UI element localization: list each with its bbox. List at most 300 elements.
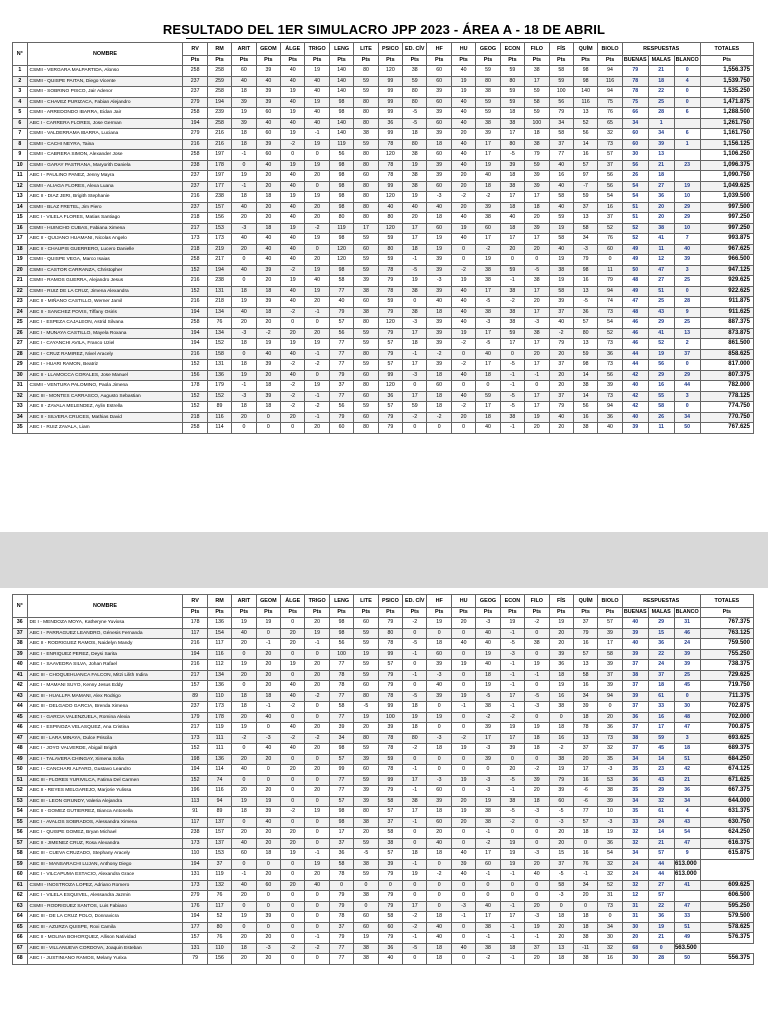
cell-answers: 66 — [622, 108, 648, 119]
cell-answers: 47 — [648, 265, 674, 276]
cell-answers: 68 — [622, 943, 648, 954]
cell-rank: 23 — [13, 297, 28, 308]
cell-score: -2 — [403, 618, 427, 629]
cell-score: -5 — [500, 775, 524, 786]
cell-score: 98 — [329, 618, 353, 629]
cell-score: 18 — [403, 339, 427, 350]
cell-score: 37 — [549, 139, 573, 150]
cell-rank: 28 — [13, 349, 28, 360]
cell-score: 18 — [427, 307, 451, 318]
cell-score: 60 — [232, 66, 256, 77]
cell-score: 0 — [476, 880, 500, 891]
cell-rank: 48 — [13, 744, 28, 755]
cell-score: -1 — [305, 129, 329, 140]
cell-score: 0 — [256, 412, 280, 423]
cell-score: 37 — [549, 307, 573, 318]
cell-score: -3 — [525, 807, 549, 818]
cell-score: 19 — [451, 223, 475, 234]
cell-score: 40 — [232, 838, 256, 849]
cell-score: 36 — [378, 943, 402, 954]
cell-score: 59 — [476, 391, 500, 402]
cell-score: 40 — [281, 181, 305, 192]
cell-score: 40 — [427, 202, 451, 213]
cell-name: ABC I - CRUZ RAMIREZ, Nivel Aracely — [27, 349, 183, 360]
cell-score: 17 — [525, 307, 549, 318]
cell-answers: 29 — [674, 213, 700, 224]
cell-score: 20 — [305, 171, 329, 182]
cell-score: 18 — [427, 402, 451, 413]
cell-score: 0 — [573, 901, 597, 912]
cell-score: 0 — [500, 891, 524, 902]
cell-score: 98 — [329, 807, 353, 818]
cell-score: 279 — [183, 97, 207, 108]
cell-score: -2 — [305, 943, 329, 954]
cell-score: 0 — [281, 933, 305, 944]
cell-score: 20 — [281, 328, 305, 339]
cell-score: 39 — [525, 171, 549, 182]
cell-rank: 59 — [13, 859, 28, 870]
cell-score: 19 — [476, 649, 500, 660]
cell-answers: 14 — [648, 828, 674, 839]
cell-score: 117 — [183, 628, 207, 639]
cell-score: 18 — [256, 286, 280, 297]
cell-score: 112 — [207, 660, 231, 671]
cell-score: 17 — [500, 129, 524, 140]
cell-score: 18 — [232, 702, 256, 713]
cell-score: 39 — [354, 786, 378, 797]
cell-rank: 57 — [13, 838, 28, 849]
cell-score: 20 — [256, 660, 280, 671]
cell-score: 79 — [549, 339, 573, 350]
cell-score: 38 — [500, 318, 524, 329]
cell-score: 20 — [256, 754, 280, 765]
cell-score: 0 — [378, 880, 402, 891]
cell-score: 39 — [451, 859, 475, 870]
cell-score: -3 — [598, 765, 622, 776]
cell-score: 40 — [451, 286, 475, 297]
cell-name: ABC I - CAYANCHI AVILA, Franco Uziel — [27, 339, 183, 350]
cell-score: 94 — [598, 691, 622, 702]
cell-score: 56 — [598, 370, 622, 381]
cell-score: 198 — [183, 754, 207, 765]
cell-score: 19 — [476, 160, 500, 171]
cell-score: 0 — [305, 954, 329, 965]
cell-score: 40 — [281, 370, 305, 381]
cell-total: 719.750 — [700, 681, 753, 692]
cell-score: 0 — [232, 901, 256, 912]
cell-score: 18 — [500, 202, 524, 213]
cell-score: 32 — [598, 870, 622, 881]
table-row — [13, 307, 754, 318]
cell-score: 18 — [500, 108, 524, 119]
cell-score: -2 — [281, 139, 305, 150]
cell-score: 20 — [232, 213, 256, 224]
cell-score: 80 — [207, 922, 231, 933]
cell-score: 99 — [378, 775, 402, 786]
cell-score: 19 — [232, 171, 256, 182]
cell-score: 19 — [305, 139, 329, 150]
cell-score: -3 — [598, 817, 622, 828]
cell-answers: 40 — [674, 244, 700, 255]
cell-answers: 39 — [622, 423, 648, 434]
cell-score: 98 — [329, 744, 353, 755]
cell-answers: 58 — [648, 402, 674, 413]
cell-score: -5 — [500, 807, 524, 818]
cell-answers: 57 — [648, 891, 674, 902]
cell-score: 79 — [329, 307, 353, 318]
cell-score: 20 — [598, 712, 622, 723]
cell-total: 1,161.750 — [700, 129, 753, 140]
table-row — [13, 171, 754, 182]
table-row — [13, 349, 754, 360]
cell-score: 37 — [378, 817, 402, 828]
cell-score: 59 — [378, 234, 402, 245]
cell-total: 615.875 — [700, 849, 753, 860]
subheader-pts: Pts — [500, 608, 524, 618]
cell-score: 79 — [329, 891, 353, 902]
cell-score: -3 — [256, 943, 280, 954]
cell-score: 59 — [500, 87, 524, 98]
cell-score: 58 — [329, 859, 353, 870]
cell-score: 40 — [451, 150, 475, 161]
cell-score: 13 — [573, 733, 597, 744]
cell-answers: 0 — [648, 943, 674, 954]
cell-score: 20 — [305, 213, 329, 224]
cell-score: 0 — [403, 891, 427, 902]
subheader-pts: Pts — [256, 608, 280, 618]
cell-score: 40 — [281, 723, 305, 734]
cell-score: 38 — [476, 276, 500, 287]
cell-name: ABC III - VILLANUEVA CORDOVA, Joaquin Esteban — [27, 943, 183, 954]
cell-score: 38 — [525, 139, 549, 150]
cell-score: 79 — [598, 276, 622, 287]
cell-score: -2 — [427, 870, 451, 881]
cell-score: 20 — [281, 412, 305, 423]
cell-rank: 29 — [13, 360, 28, 371]
table-row — [13, 765, 754, 776]
col-header-totales: TOTALES — [700, 43, 753, 56]
cell-score: 20 — [232, 891, 256, 902]
cell-score: 39 — [598, 796, 622, 807]
cell-total: 967.625 — [700, 244, 753, 255]
cell-total: 858.625 — [700, 349, 753, 360]
cell-answers: 50 — [674, 954, 700, 965]
cell-score: 20 — [500, 765, 524, 776]
cell-score: 40 — [451, 108, 475, 119]
cell-score: 20 — [549, 639, 573, 650]
cell-score: -2 — [305, 360, 329, 371]
cell-score: 0 — [281, 901, 305, 912]
cell-score: 18 — [232, 360, 256, 371]
cell-score: 0 — [573, 838, 597, 849]
cell-answers: 51 — [648, 286, 674, 297]
col-header-subject: FÍS — [549, 595, 573, 608]
cell-score: 0 — [598, 912, 622, 923]
cell-score: -3 — [256, 733, 280, 744]
cell-score: 19 — [232, 108, 256, 119]
cell-score: 77 — [329, 391, 353, 402]
col-header-subject: LENG — [329, 43, 353, 56]
cell-score: 19 — [476, 255, 500, 266]
cell-score: 40 — [281, 118, 305, 129]
cell-score: 20 — [256, 181, 280, 192]
cell-score: 216 — [183, 297, 207, 308]
cell-name: ABC II - RODRIGUEZ RAMOS, Naidelyn Mandy — [27, 639, 183, 650]
col-header-respuestas: RESPUESTAS — [622, 595, 700, 608]
cell-score: 20 — [281, 828, 305, 839]
cell-score: 19 — [525, 412, 549, 423]
cell-answers: 39 — [648, 139, 674, 150]
cell-rank: 9 — [13, 150, 28, 161]
cell-score: 0 — [427, 765, 451, 776]
cell-score: 0 — [354, 880, 378, 891]
cell-answers: 50 — [674, 423, 700, 434]
cell-score: 20 — [305, 870, 329, 881]
cell-score: 77 — [329, 712, 353, 723]
cell-score: 40 — [476, 423, 500, 434]
cell-score: 78 — [378, 171, 402, 182]
cell-score: 39 — [598, 628, 622, 639]
cell-score: 18 — [427, 943, 451, 954]
cell-score: 20 — [525, 786, 549, 797]
cell-score: -5 — [354, 849, 378, 860]
cell-score: 38 — [354, 859, 378, 870]
cell-score: 0 — [281, 712, 305, 723]
cell-score: -1 — [476, 870, 500, 881]
cell-score: 156 — [183, 370, 207, 381]
cell-score: 59 — [354, 628, 378, 639]
cell-answers: 19 — [648, 349, 674, 360]
subheader-pts: Pts — [232, 608, 256, 618]
cell-score: 152 — [183, 265, 207, 276]
cell-score: 0 — [403, 880, 427, 891]
cell-score: 79 — [329, 370, 353, 381]
cell-score: 80 — [403, 97, 427, 108]
cell-total: 1,049.625 — [700, 181, 753, 192]
cell-score: 20 — [232, 933, 256, 944]
cell-score: 40 — [305, 276, 329, 287]
cell-score: 20 — [549, 933, 573, 944]
cell-score: 18 — [476, 412, 500, 423]
cell-score: 80 — [354, 691, 378, 702]
cell-score: 20 — [305, 744, 329, 755]
cell-score: 80 — [354, 213, 378, 224]
cell-score: 80 — [354, 807, 378, 818]
cell-score: 91 — [183, 807, 207, 818]
cell-score: 258 — [183, 150, 207, 161]
cell-score: 0 — [281, 150, 305, 161]
cell-score: 38 — [500, 307, 524, 318]
cell-score: 60 — [354, 618, 378, 629]
cell-score: 60 — [256, 129, 280, 140]
col-header-num: N° — [13, 43, 28, 66]
cell-score: 39 — [427, 108, 451, 119]
cell-score: 18 — [232, 691, 256, 702]
cell-score: -3 — [427, 276, 451, 287]
cell-score: 59 — [549, 76, 573, 87]
cell-score: 258 — [183, 423, 207, 434]
cell-score: 78 — [329, 912, 353, 923]
cell-score: 79 — [378, 901, 402, 912]
table-row — [13, 213, 754, 224]
cell-score: -2 — [451, 192, 475, 203]
cell-score: 20 — [232, 639, 256, 650]
cell-answers: 48 — [622, 276, 648, 287]
cell-score: -1 — [500, 681, 524, 692]
cell-score: 80 — [573, 328, 597, 339]
cell-score: 59 — [573, 349, 597, 360]
cell-total: 1,535.250 — [700, 87, 753, 98]
cell-score: 39 — [232, 118, 256, 129]
col-header-subject: ED. CÍV — [403, 43, 427, 56]
table-row — [13, 786, 754, 797]
cell-answers: 34 — [648, 129, 674, 140]
cell-score: 40 — [451, 139, 475, 150]
cell-score: 19 — [403, 160, 427, 171]
cell-rank: 43 — [13, 691, 28, 702]
col-header-subject: ECON — [500, 43, 524, 56]
cell-rank: 6 — [13, 118, 28, 129]
cell-score: 20 — [305, 255, 329, 266]
cell-score: 19 — [403, 276, 427, 287]
cell-score: 37 — [573, 202, 597, 213]
cell-score: 36 — [378, 118, 402, 129]
cell-score: 0 — [451, 765, 475, 776]
cell-score: 40 — [256, 244, 280, 255]
table-row — [13, 423, 754, 434]
cell-answers: 14 — [648, 754, 674, 765]
cell-answers: 56 — [622, 160, 648, 171]
cell-score: 78 — [329, 870, 353, 881]
cell-answers — [674, 118, 700, 129]
cell-score: 59 — [354, 234, 378, 245]
cell-score: 59 — [354, 639, 378, 650]
cell-score: 153 — [207, 223, 231, 234]
cell-rank: 7 — [13, 129, 28, 140]
cell-score: 19 — [451, 775, 475, 786]
cell-score: 17 — [403, 775, 427, 786]
cell-score: 39 — [427, 129, 451, 140]
cell-score: 0 — [549, 712, 573, 723]
cell-score: -2 — [500, 712, 524, 723]
cell-score: 80 — [354, 181, 378, 192]
table-row — [13, 234, 754, 245]
cell-score: 40 — [305, 880, 329, 891]
cell-score: -2 — [427, 412, 451, 423]
cell-score: 176 — [183, 901, 207, 912]
cell-score: 40 — [281, 286, 305, 297]
cell-score: 0 — [525, 891, 549, 902]
cell-score: 40 — [256, 712, 280, 723]
cell-total: 778.125 — [700, 391, 753, 402]
cell-score: -3 — [427, 192, 451, 203]
cell-score: 178 — [183, 618, 207, 629]
cell-score: 37 — [207, 859, 231, 870]
cell-score: 38 — [403, 66, 427, 77]
cell-score: -2 — [476, 954, 500, 965]
subheader-pts: Pts — [700, 56, 753, 66]
cell-total: 700.875 — [700, 723, 753, 734]
cell-score: 216 — [207, 129, 231, 140]
cell-name: ABC II - LLAMOCCA CORALES, Jose Manuel — [27, 370, 183, 381]
cell-answers: 57 — [648, 849, 674, 860]
cell-answers: 29 — [648, 618, 674, 629]
cell-score: 0 — [476, 765, 500, 776]
cell-score: 17 — [500, 192, 524, 203]
cell-score: 0 — [281, 754, 305, 765]
cell-score: -2 — [305, 691, 329, 702]
cell-answers: 18 — [674, 744, 700, 755]
cell-score: 59 — [354, 265, 378, 276]
cell-score: -2 — [476, 192, 500, 203]
cell-score: 56 — [549, 97, 573, 108]
cell-answers: 20 — [622, 933, 648, 944]
cell-answers: 19 — [648, 922, 674, 933]
cell-score: 19 — [525, 922, 549, 933]
cell-score: 39 — [378, 723, 402, 734]
cell-answers: 25 — [648, 97, 674, 108]
cell-answers: 39 — [674, 660, 700, 671]
cell-score: -1 — [525, 670, 549, 681]
cell-score: 20 — [305, 202, 329, 213]
cell-score: -1 — [305, 391, 329, 402]
cell-rank: 35 — [13, 423, 28, 434]
cell-score: 131 — [207, 286, 231, 297]
cell-answers: 38 — [622, 733, 648, 744]
cell-score: 39 — [476, 754, 500, 765]
cell-score: 0 — [403, 423, 427, 434]
cell-score: 19 — [451, 744, 475, 755]
cell-answers: 6 — [674, 129, 700, 140]
cell-score: 19 — [305, 339, 329, 350]
cell-answers: 18 — [648, 681, 674, 692]
cell-score: -2 — [403, 744, 427, 755]
table-row — [13, 192, 754, 203]
cell-answers: 39 — [674, 255, 700, 266]
cell-score: 77 — [329, 954, 353, 965]
cell-answers: 33 — [648, 702, 674, 713]
cell-answers — [674, 891, 700, 902]
cell-rank: 49 — [13, 754, 28, 765]
cell-score: 40 — [476, 660, 500, 671]
cell-answers: 51 — [622, 202, 648, 213]
cell-score: 38 — [573, 954, 597, 965]
cell-answers: 12 — [622, 891, 648, 902]
cell-score: -1 — [500, 786, 524, 797]
cell-score: 80 — [378, 628, 402, 639]
cell-score: 40 — [427, 922, 451, 933]
cell-total: 595.250 — [700, 901, 753, 912]
cell-rank: 14 — [13, 202, 28, 213]
cell-score: 40 — [256, 160, 280, 171]
cell-score: 57 — [329, 754, 353, 765]
cell-score: 20 — [525, 423, 549, 434]
cell-answers: 78 — [622, 76, 648, 87]
cell-score: 16 — [573, 639, 597, 650]
cell-score: 20 — [451, 129, 475, 140]
cell-score: 59 — [476, 97, 500, 108]
cell-score: -2 — [281, 807, 305, 818]
table-row — [13, 733, 754, 744]
cell-score: 98 — [329, 181, 353, 192]
cell-score: 0 — [525, 255, 549, 266]
cell-score: 40 — [256, 817, 280, 828]
cell-rank: 55 — [13, 817, 28, 828]
cell-score: 119 — [207, 870, 231, 881]
cell-answers: 28 — [674, 297, 700, 308]
cell-score: 116 — [207, 649, 231, 660]
cell-score: 19 — [549, 255, 573, 266]
